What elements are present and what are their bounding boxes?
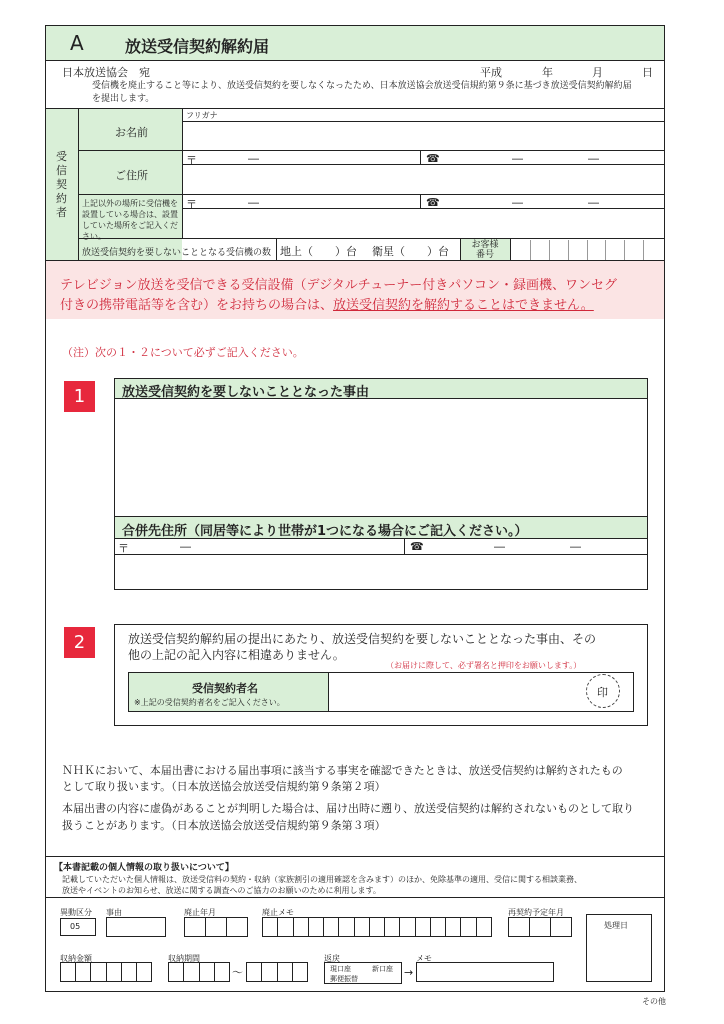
seal-mark: 印 xyxy=(597,686,608,699)
privacy-text-1: 記載していただいた個人情報は、放送受信料の契約・収納（家族割引の適用確認を含みます）のほか、免除基準の適用、受信に関する相談業務、 xyxy=(62,875,582,884)
other-phone-dash-1: ― xyxy=(512,196,523,209)
receiver-count-label: 放送受信契約を要しないこととなる受信機の数 xyxy=(82,248,272,258)
section-1-title: 放送受信契約を要しないこととなった事由 xyxy=(122,385,370,400)
name-label: お名前 xyxy=(115,126,148,139)
date-era: 平成 xyxy=(480,66,502,79)
period-label: 収納期間 xyxy=(168,954,200,963)
processed-date-label: 処理日 xyxy=(604,921,628,930)
date-month: 月 xyxy=(592,66,603,79)
date-year: 年 xyxy=(542,66,553,79)
page-title: 放送受信契約解約届 xyxy=(125,37,270,56)
section-1-number: 1 xyxy=(64,381,95,412)
note: （注）次の１・２について必ずご記入ください。 xyxy=(62,346,304,359)
section-2-text-2: 他の上記の記入内容に相違ありません。 xyxy=(128,648,345,662)
memo-label: メモ xyxy=(416,954,432,963)
current-account: 現口座 xyxy=(330,965,351,973)
notice-2a: 本届出書の内容に虚偽があることが判明した場合は、届け出時に遡り、放送受信契約は解約されないものとして取り xyxy=(62,802,634,815)
period-start-cells[interactable] xyxy=(168,962,230,982)
abolish-memo-cells[interactable] xyxy=(262,917,492,937)
period-end-cells[interactable] xyxy=(246,962,308,982)
change-type-label: 異動区分 xyxy=(60,908,92,917)
date-day: 日 xyxy=(642,66,653,79)
warning-underline: 放送受信契約を解約することはできません。 xyxy=(333,298,594,313)
other-postal-dash: ― xyxy=(248,196,259,209)
phone-dash-2: ― xyxy=(588,152,599,165)
new-account: 新口座 xyxy=(372,965,393,973)
period-tilde: ～ xyxy=(232,966,243,979)
other-location-label: 上記以外の場所に受信機を設置している場合は、設置していた場所をご記入ください。 xyxy=(82,199,178,241)
amount-cells[interactable] xyxy=(60,962,152,982)
section-2-number: 2 xyxy=(64,627,95,658)
other-phone-icon: ☎ xyxy=(426,196,440,209)
other-location-field[interactable] xyxy=(186,211,656,235)
merge-postal-mark: 〒 xyxy=(118,542,129,555)
phone-icon: ☎ xyxy=(426,152,440,165)
merge-postal-dash: ― xyxy=(180,540,191,553)
signature-label: 受信契約者名 xyxy=(192,682,258,695)
notice-1a: ＮＨＫにおいて、本届出書における届出事項に該当する事実を確認できたときは、放送受信契約は解約されたもの xyxy=(62,764,623,777)
privacy-text-2: 放送やイベントのお知らせ、放送に関する調査へのご協力のお願いのために利用します。 xyxy=(62,886,381,895)
contractor-side-label: 受信契約者 xyxy=(56,150,67,219)
warning-line-1: テレビジョン放送を受信できる受信設備（デジタルチューナー付きパソコン・録画機、ワンセグ xyxy=(60,278,618,293)
recontract-cells[interactable] xyxy=(508,917,572,937)
section-2-text-1: 放送受信契約解約届の提出にあたり、放送受信契約を要しないこととなった事由、その xyxy=(128,632,597,646)
address-label: ご住所 xyxy=(115,169,148,182)
notice-1b: として取り扱います。（日本放送協会放送受信規約第９条第２項） xyxy=(62,780,386,793)
name-field[interactable] xyxy=(186,124,656,148)
furigana-label: フリガナ xyxy=(186,111,218,120)
abolish-ym-cells[interactable] xyxy=(184,917,248,937)
recontract-label: 再契約予定年月 xyxy=(508,908,564,917)
signature-note: ※上記の受信契約者名をご記入ください。 xyxy=(134,698,285,707)
abolish-ym-label: 廃止年月 xyxy=(184,908,216,917)
warning-line-2: 付きの携帯電話等を含む）をお持ちの場合は、放送受信契約を解約することはできません。 xyxy=(60,298,594,313)
change-type-code: 05 xyxy=(70,922,81,931)
satellite-count: 衛星（ ）台 xyxy=(372,245,449,258)
customer-no-label: お客様番号 xyxy=(471,240,499,260)
signature-field[interactable] xyxy=(334,676,574,708)
abolish-memo-label: 廃止メモ xyxy=(262,908,294,917)
amount-label: 収納金額 xyxy=(60,954,92,963)
address-field[interactable] xyxy=(186,167,656,191)
merge-phone-dash-2: ― xyxy=(570,540,581,553)
other-phone-dash-2: ― xyxy=(588,196,599,209)
notice-2b: 扱うことがあります。（日本放送協会放送受信規約第９条第３項） xyxy=(62,819,386,832)
merge-address-field[interactable] xyxy=(118,558,644,584)
refund-label: 返戻 xyxy=(324,954,340,963)
other-postal-mark: 〒 xyxy=(186,198,197,211)
postal-mark: 〒 xyxy=(186,154,197,167)
terrestrial-count: 地上（ ）台 xyxy=(280,245,357,258)
refund-arrow: → xyxy=(404,966,414,979)
postal-transfer: 郵便振替 xyxy=(330,975,358,983)
reason-label: 事由 xyxy=(106,908,122,917)
intro-text: 受信機を廃止すること等により、放送受信契約を要しなくなったため、日本放送協会放送受信規約第９条に基づき放送受信契約解約届を提出します。 xyxy=(92,81,632,104)
reason-code-cells[interactable] xyxy=(106,917,166,937)
signature-request: （お届けに際して、必ず署名と押印をお願いします。） xyxy=(386,661,582,670)
other-label: その他 xyxy=(642,997,666,1006)
memo-box[interactable] xyxy=(416,962,554,982)
form-code: A xyxy=(70,31,84,55)
phone-dash-1: ― xyxy=(512,152,523,165)
postal-dash: ― xyxy=(248,152,259,165)
addressee: 日本放送協会 宛 xyxy=(62,66,150,79)
privacy-title: 【本書記載の個人情報の取り扱いについて】 xyxy=(54,863,234,873)
merge-phone-icon: ☎ xyxy=(410,540,424,553)
reason-field[interactable] xyxy=(118,402,648,516)
merge-phone-dash-1: ― xyxy=(494,540,505,553)
merge-title: 合併先住所（同居等により世帯が1つになる場合にご記入ください。） xyxy=(122,524,528,539)
customer-no-cells[interactable] xyxy=(512,240,662,260)
